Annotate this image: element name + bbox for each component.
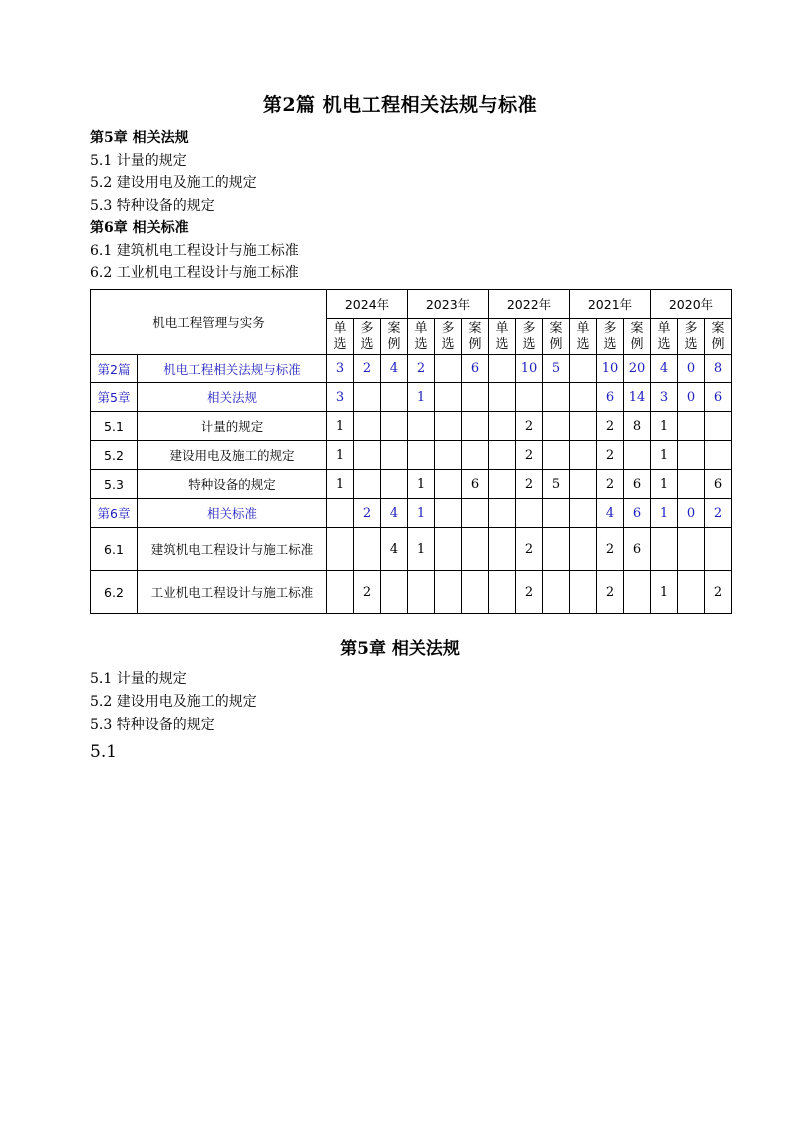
toc-chapter: 第6章 相关标准 [90,220,189,236]
row-name: 建筑机电工程设计与施工标准 [138,528,327,571]
year-header: 2020年 [651,290,732,319]
page-title: 第2篇 机电工程相关法规与标准 [262,94,538,116]
score-cell: 2 [705,499,732,528]
score-cell [705,441,732,470]
section-heading: 第5章 相关法规 [340,639,460,659]
score-cell [381,412,408,441]
score-cell [408,571,435,614]
score-cell [678,528,705,571]
score-cell: 6 [462,470,489,499]
score-cell [516,499,543,528]
row-name: 机电工程相关法规与标准 [138,355,327,383]
score-cell: 14 [624,383,651,412]
score-cell [705,412,732,441]
row-name: 工业机电工程设计与施工标准 [138,571,327,614]
score-cell [381,571,408,614]
score-cell [543,528,570,571]
toc-list [90,127,299,285]
score-cell: 2 [354,355,381,383]
score-cell: 3 [651,383,678,412]
section-item: 5.3 特种设备的规定 [90,717,215,733]
score-cell: 10 [597,355,624,383]
score-cell [435,412,462,441]
score-cell [435,383,462,412]
question-type-header: 单选 [570,319,597,355]
score-cell: 8 [705,355,732,383]
score-cell: 6 [597,383,624,412]
table-row [91,441,732,470]
question-type-header: 多选 [597,319,624,355]
score-cell [570,441,597,470]
score-cell [489,355,516,383]
score-cell: 2 [516,412,543,441]
score-cell: 1 [327,412,354,441]
score-cell [327,528,354,571]
score-cell [489,571,516,614]
score-cell: 5 [543,470,570,499]
year-header: 2023年 [408,290,489,319]
section-list [90,668,257,737]
score-cell: 4 [381,499,408,528]
score-cell: 2 [354,571,381,614]
score-cell [381,441,408,470]
score-cell [462,499,489,528]
toc-chapter: 第5章 相关法规 [90,130,189,146]
score-cell [462,528,489,571]
score-cell: 4 [597,499,624,528]
score-cell [462,571,489,614]
score-cell: 0 [678,383,705,412]
score-cell [462,441,489,470]
table-row [91,470,732,499]
score-cell [489,470,516,499]
score-cell [354,412,381,441]
score-cell: 6 [624,499,651,528]
table-row [91,528,732,571]
row-code: 第2篇 [91,355,138,383]
score-cell: 1 [651,499,678,528]
score-cell [570,470,597,499]
row-code: 5.1 [91,412,138,441]
score-cell: 1 [651,441,678,470]
score-cell [570,383,597,412]
score-cell [489,383,516,412]
toc-item: 6.2 工业机电工程设计与施工标准 [90,265,299,281]
table-row [91,571,732,614]
year-header: 2022年 [489,290,570,319]
row-code: 第6章 [91,499,138,528]
score-cell [678,441,705,470]
score-cell: 2 [597,528,624,571]
score-cell: 2 [597,571,624,614]
score-cell [543,441,570,470]
score-cell [543,412,570,441]
score-cell: 2 [516,441,543,470]
score-cell: 4 [651,355,678,383]
score-cell [651,528,678,571]
score-cell: 0 [678,499,705,528]
score-cell [570,528,597,571]
score-cell: 2 [354,499,381,528]
score-cell [327,571,354,614]
row-code: 6.1 [91,528,138,571]
score-cell [489,499,516,528]
score-cell: 0 [678,355,705,383]
section-item: 5.1 计量的规定 [90,671,187,687]
score-cell [624,571,651,614]
score-cell: 6 [705,383,732,412]
score-cell [489,441,516,470]
score-cell [435,528,462,571]
score-cell [516,383,543,412]
question-type-header: 多选 [678,319,705,355]
score-cell [462,412,489,441]
score-cell: 1 [408,470,435,499]
score-cell [543,499,570,528]
question-type-header: 单选 [327,319,354,355]
score-cell: 2 [597,412,624,441]
score-cell: 3 [327,383,354,412]
score-cell: 1 [327,441,354,470]
score-cell [678,412,705,441]
question-type-header: 案例 [381,319,408,355]
score-cell [354,470,381,499]
row-name: 相关法规 [138,383,327,412]
score-cell [435,355,462,383]
question-type-header: 案例 [543,319,570,355]
score-cell [354,528,381,571]
score-table [90,289,732,614]
score-cell: 6 [624,470,651,499]
score-cell [435,571,462,614]
row-name: 特种设备的规定 [138,470,327,499]
score-cell: 1 [327,470,354,499]
row-name: 计量的规定 [138,412,327,441]
score-cell [462,383,489,412]
question-type-header: 案例 [705,319,732,355]
score-cell: 6 [624,528,651,571]
score-cell [381,470,408,499]
score-cell [381,383,408,412]
score-cell: 1 [651,571,678,614]
score-cell: 2 [408,355,435,383]
toc-item: 5.3 特种设备的规定 [90,197,215,214]
score-cell: 2 [705,571,732,614]
score-cell: 2 [597,470,624,499]
score-cell [570,355,597,383]
score-cell: 1 [408,499,435,528]
score-cell [489,412,516,441]
score-cell: 5 [543,355,570,383]
score-cell: 4 [381,355,408,383]
year-header: 2021年 [570,290,651,319]
toc-item: 5.2 建设用电及施工的规定 [90,175,257,191]
question-type-header: 单选 [651,319,678,355]
row-name: 相关标准 [138,499,327,528]
score-cell [624,441,651,470]
section-item: 5.2 建设用电及施工的规定 [90,694,257,710]
score-cell [705,528,732,571]
score-cell: 1 [651,470,678,499]
question-type-header: 多选 [354,319,381,355]
table-row [91,383,732,412]
toc-item: 6.1 建筑机电工程设计与施工标准 [90,242,299,259]
score-cell [678,571,705,614]
score-cell: 2 [597,441,624,470]
question-type-header: 案例 [462,319,489,355]
question-type-header: 多选 [516,319,543,355]
score-cell: 4 [381,528,408,571]
score-cell: 20 [624,355,651,383]
score-cell [354,441,381,470]
score-cell [435,499,462,528]
score-cell: 1 [408,528,435,571]
question-type-header: 单选 [408,319,435,355]
score-cell: 6 [462,355,489,383]
score-cell: 1 [408,383,435,412]
score-cell: 3 [327,355,354,383]
year-header: 2024年 [327,290,408,319]
score-cell [327,499,354,528]
score-cell: 2 [516,470,543,499]
score-cell: 6 [705,470,732,499]
question-type-header: 案例 [624,319,651,355]
table-row [91,412,732,441]
row-code: 5.3 [91,470,138,499]
score-cell [489,528,516,571]
score-cell [570,412,597,441]
toc-item: 5.1 计量的规定 [90,152,187,169]
score-cell [570,499,597,528]
score-cell: 1 [651,412,678,441]
score-cell [543,571,570,614]
score-cell [435,470,462,499]
row-name: 建设用电及施工的规定 [138,441,327,470]
score-cell [570,571,597,614]
row-code: 6.2 [91,571,138,614]
question-type-header: 多选 [435,319,462,355]
score-cell: 2 [516,528,543,571]
table-row [91,355,732,383]
score-cell [354,383,381,412]
table-corner-header: 机电工程管理与实务 [91,290,327,355]
row-code: 5.2 [91,441,138,470]
score-cell [408,412,435,441]
subsection-label: 5.1 [90,742,118,762]
score-cell [408,441,435,470]
row-code: 第5章 [91,383,138,412]
score-cell [543,383,570,412]
score-cell [435,441,462,470]
table-row [91,499,732,528]
score-cell: 8 [624,412,651,441]
score-cell: 2 [516,571,543,614]
score-cell: 10 [516,355,543,383]
question-type-header: 单选 [489,319,516,355]
score-cell [678,470,705,499]
